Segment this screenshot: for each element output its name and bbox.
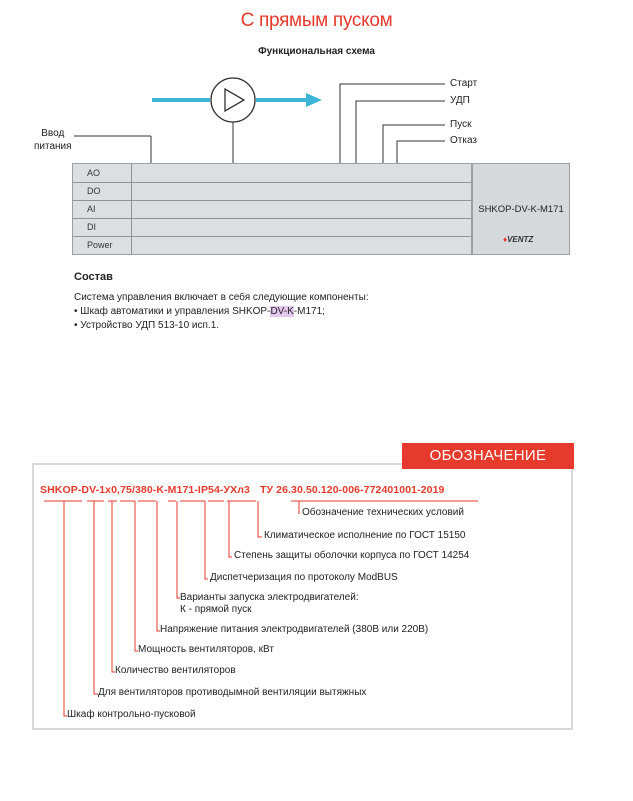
desc-start-variants: Варианты запуска электродвигателей: К - прямой пуск [180,592,359,615]
desc-modbus: Диспетчеризация по протоколу ModBUS [210,572,398,583]
composition-title: Состав [74,271,113,283]
row-di-label: DI [87,222,96,232]
designation-banner: ОБОЗНАЧЕНИЕ [402,443,574,469]
row-power-label: Power [87,240,113,250]
row-ai-label: AI [87,204,96,214]
logo-text: VENTZ [507,235,534,244]
desc-power: Мощность вентиляторов, кВт [138,644,274,655]
desc-count: Количество вентиляторов [115,665,236,676]
composition-intro: Система управления включает в себя следующие компоненты: [74,292,369,303]
composition-item-1: • Шкаф автоматики и управления SHKOP-DV-K-M171; [74,306,325,317]
signal-start: Старт [450,78,478,89]
desc-tu: Обозначение технических условий [302,507,464,518]
signal-fault: Отказ [450,135,477,146]
desc-cabinet: Шкаф контрольно-пусковой [67,709,196,720]
desc-protection: Степень защиты оболочки корпуса по ГОСТ 14254 [234,550,470,561]
panel-model: SHKOP-DV-K-M171 [478,204,564,215]
power-input-line2: питания [34,141,72,152]
signal-pusk: Пуск [450,119,472,130]
page-title: С прямым пуском [240,10,393,31]
desc-climate: Климатическое исполнение по ГОСТ 15150 [264,530,466,541]
row-ao-label: AO [87,168,101,178]
diagram-title: Функциональная схема [258,46,375,57]
desc-smoke: Для вентиляторов противодымной вентиляции вытяжных [98,687,367,698]
code-string: SHKOP-DV-1x0,75/380-K-M171-IP54-УХл3 [40,484,250,496]
composition-item-2: • Устройство УДП 513-10 исп.1. [74,320,220,331]
row-do-label: DO [87,186,101,196]
tu-string: ТУ 26.30.50.120-006-772401001-2019 [259,484,445,496]
power-input-line1: Ввод [41,128,65,139]
logo-flame-icon: ♦ [503,235,508,244]
signal-udp: УДП [450,95,470,106]
desc-voltage: Напряжение питания электродвигателей (380В или 220В) [160,624,429,635]
highlight: DV-K [270,306,294,317]
